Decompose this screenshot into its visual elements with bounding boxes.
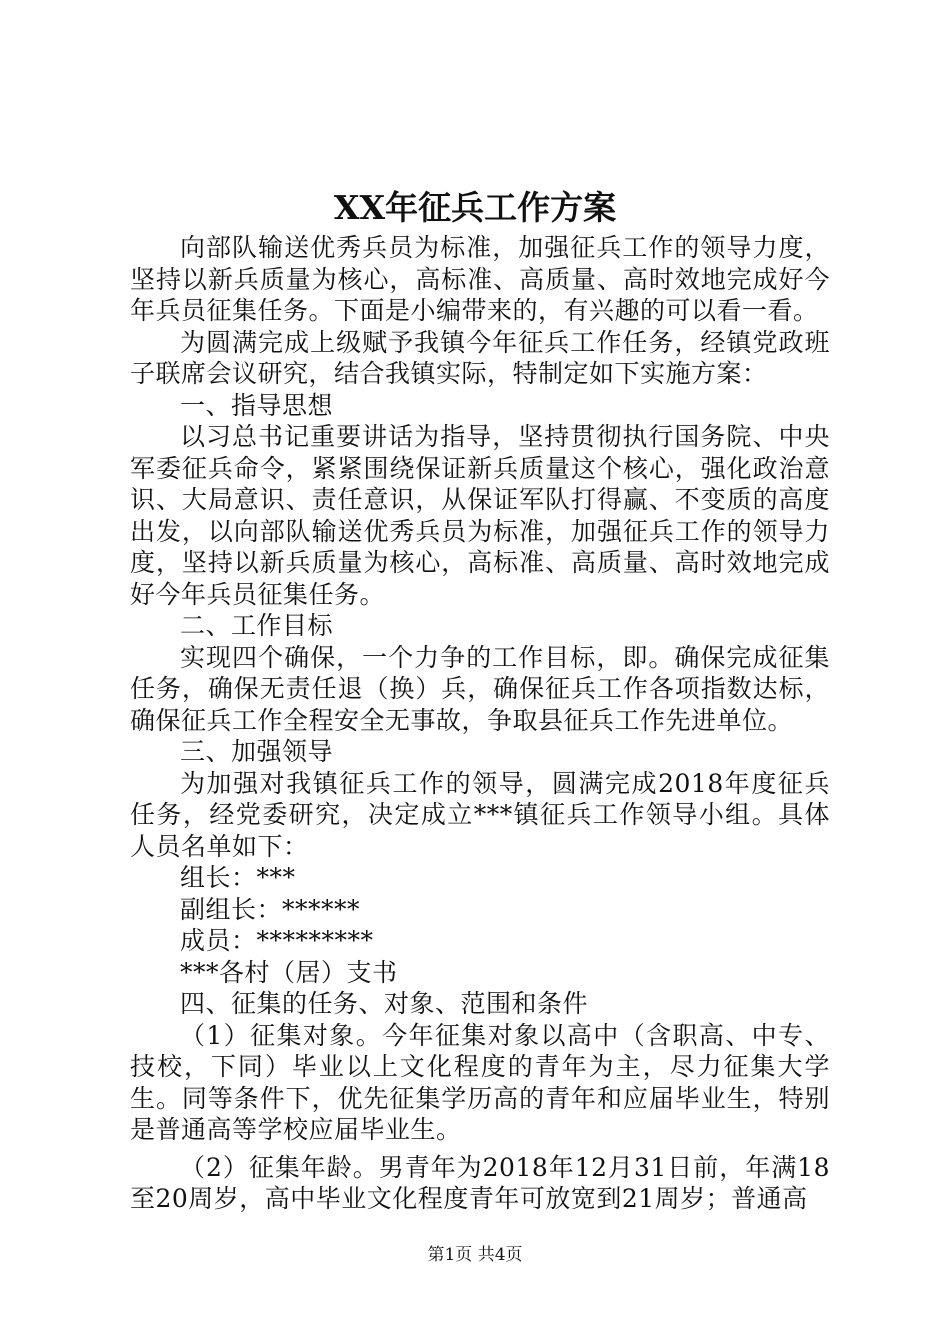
section-heading-leadership: 三、加强领导 <box>180 737 334 766</box>
page-footer: 第1页 共4页 <box>427 1245 523 1265</box>
list-item-leader: 组长：*** <box>180 863 296 892</box>
paragraph-recruitment-targets: （1）征集对象。今年征集对象以高中（含职高、中专、技校，下同）毕业以上文化程度的青年为主，尽力征集大学生。同等条件下，优先征集学历高的青年和应届毕业生，特别是普通高等学校应届毕业生。 <box>130 1020 830 1144</box>
paragraph-guiding-thought: 以习总书记重要讲话为指导，坚持贯彻执行国务院、中央军委征兵命令，紧紧围绕保证新兵质量这个核心，强化政治意识、大局意识、责任意识，从保证军队打得赢、不变质的高度出发，以向部队输送优秀兵员为标准，加强征兵工作的领导力度，坚持以新兵质量为核心，高标准、高质量、高时效地完成好今年兵员征集任务。 <box>130 422 830 609</box>
document-body <box>130 232 830 1215</box>
section-heading-work-goal: 二、工作目标 <box>180 611 334 640</box>
paragraph-work-goal: 实现四个确保，一个力争的工作目标，即。确保完成征集任务，确保无责任退（换）兵，确保征兵工作各项指数达标，确保征兵工作全程安全无事故，争取县征兵工作先进单位。 <box>130 642 830 735</box>
paragraph-leadership: 为加强对我镇征兵工作的领导，圆满完成2018年度征兵任务，经党委研究，决定成立***镇征兵工作领导小组。具体人员名单如下： <box>130 768 830 861</box>
list-item-deputy-leader: 副组长：****** <box>180 894 361 924</box>
paragraph-intro: 向部队输送优秀兵员为标准，加强征兵工作的领导力度，坚持以新兵质量为核心，高标准、高质量、高时效地完成好今年兵员征集任务。下面是小编带来的，有兴趣的可以看一看。 <box>130 233 830 325</box>
paragraph-purpose: 为圆满完成上级赋予我镇今年征兵工作任务，经镇党政班子联席会议研究，结合我镇实际，特制定如下实施方案： <box>130 327 830 388</box>
section-heading-guiding-thought: 一、指导思想 <box>180 390 334 420</box>
document-title: XX年征兵工作方案 <box>333 188 617 227</box>
section-heading-recruitment: 四、征集的任务、对象、范围和条件 <box>180 989 589 1018</box>
list-item-members: 成员：********* <box>180 926 374 955</box>
paragraph-recruitment-age: （2）征集年龄。男青年为2018年12月31日前，年满18至20周岁，高中毕业文化程度青年可放宽到21周岁；普通高 <box>130 1152 830 1213</box>
list-item-village-secretaries: ***各村（居）支书 <box>180 957 398 987</box>
